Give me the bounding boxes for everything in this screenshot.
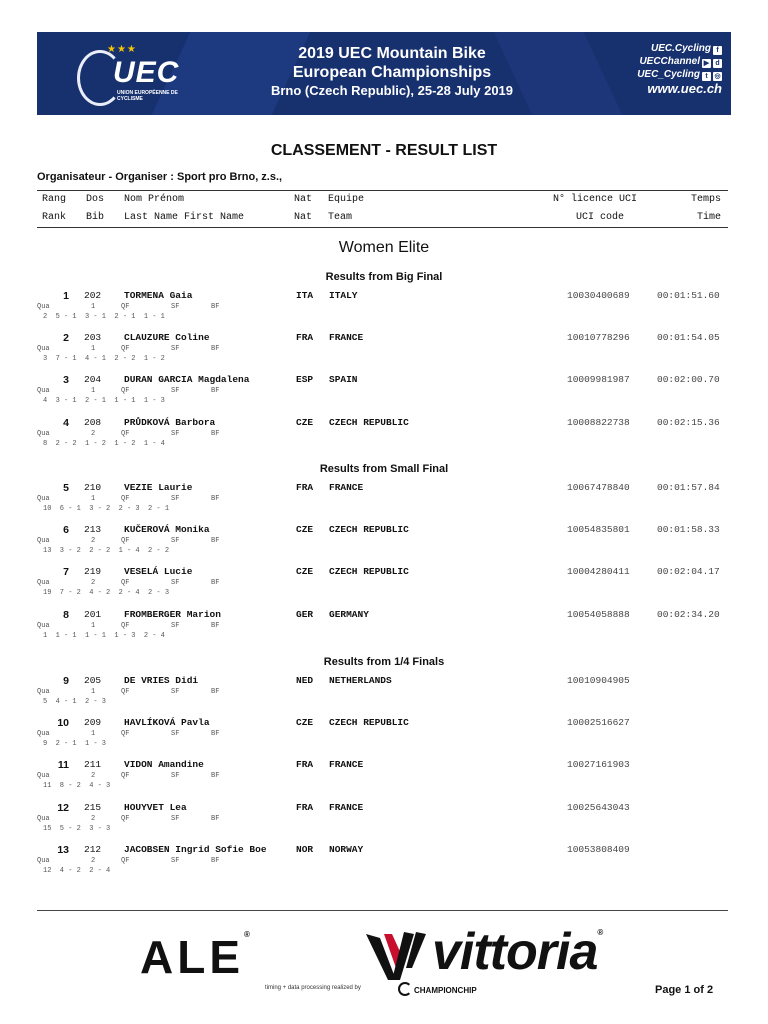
rounds-header — [91, 302, 231, 312]
rider-name: VIDON Amandine — [124, 759, 204, 771]
qualification-label: Qua — [37, 345, 50, 354]
team-name: CZECH REPUBLIC — [329, 566, 409, 578]
qualification-heat: 1 — [91, 688, 96, 696]
rounds-header — [91, 494, 231, 504]
section-title: Results from Small Final — [319, 463, 449, 475]
round-label-sf: SF — [171, 495, 180, 503]
qualification-label: Qua — [37, 537, 50, 546]
rank: 9 — [63, 675, 69, 687]
nationality: CZE — [296, 524, 314, 536]
round-label-qf: QF — [121, 303, 130, 311]
instagram-icon[interactable]: ◎ — [714, 73, 721, 80]
team-name: CZECH REPUBLIC — [329, 717, 409, 729]
rank: 13 — [57, 843, 69, 856]
result-row — [0, 844, 768, 884]
qualification-label: Qua — [37, 579, 50, 588]
bib: 213 — [84, 524, 102, 536]
rank: 10 — [57, 717, 69, 730]
rider-name: FROMBERGER Marion — [124, 608, 221, 620]
header-nom: Nom Prénom — [124, 194, 185, 205]
rounds-header — [91, 386, 231, 396]
rank: 8 — [63, 608, 69, 621]
banner-title-line1: 2019 UEC Mountain Bike — [298, 45, 486, 62]
ale-logo-text: ALE — [140, 931, 244, 983]
result-row — [0, 675, 768, 715]
logo-word: UEC — [113, 56, 180, 89]
rank: 1 — [63, 290, 69, 302]
qualification-heat: 2 — [91, 537, 96, 546]
social-cycling[interactable]: UEC.Cycling — [650, 43, 711, 54]
round-label-sf: SF — [171, 345, 180, 354]
ale-registered-mark: ® — [244, 930, 250, 939]
team-name: ITALY — [329, 290, 358, 301]
nationality: FRA — [296, 332, 314, 344]
round-label-qf: QF — [121, 772, 130, 781]
round-positions: 2 5 - 1 3 - 1 2 - 1 1 - 1 — [43, 313, 165, 321]
finish-time: 00:02:04.17 — [657, 566, 720, 578]
result-row — [0, 417, 768, 457]
bib: 212 — [84, 843, 102, 855]
round-label-qf: QF — [121, 688, 130, 696]
bib: 208 — [84, 416, 102, 428]
logo-subtitle: UNION EUROPÉENNE DE CYCLISME — [117, 90, 178, 102]
social-channel[interactable]: UECChannel — [639, 56, 700, 67]
bib: 211 — [84, 759, 102, 771]
rank: 5 — [63, 482, 69, 494]
bib: 204 — [84, 374, 102, 386]
team-name: FRANCE — [329, 759, 364, 771]
nationality: CZE — [296, 566, 314, 578]
facebook-icon[interactable]: f — [713, 46, 722, 55]
round-label-sf: SF — [171, 579, 180, 588]
nationality: NOR — [296, 843, 314, 855]
header-time: Time — [697, 212, 722, 223]
team-name: NETHERLANDS — [329, 675, 392, 686]
round-label-qf: QF — [121, 814, 130, 823]
round-label-qf: QF — [121, 621, 130, 630]
qualification-heat: 1 — [91, 730, 96, 739]
rank: 2 — [63, 332, 69, 345]
round-positions: 1 1 - 1 1 - 1 1 - 3 2 - 4 — [43, 631, 165, 640]
timing-credit: timing + data processing realized by — [265, 985, 361, 991]
finish-time: 00:02:00.70 — [657, 374, 720, 386]
qualification-heat: 1 — [91, 387, 96, 396]
result-row — [0, 759, 768, 799]
header-equipe: Equipe — [328, 194, 365, 205]
twitter-icon[interactable]: t — [702, 72, 711, 81]
rounds-header — [91, 578, 231, 588]
qualification-label: Qua — [37, 495, 50, 503]
round-label-bf: BF — [211, 345, 220, 354]
page-number: Page 1 of 2 — [655, 984, 714, 996]
result-row — [0, 524, 768, 564]
qualification-label: Qua — [37, 429, 50, 438]
qualification-label: Qua — [37, 303, 50, 311]
result-row — [0, 566, 768, 606]
round-label-sf: SF — [171, 688, 180, 696]
rider-name: VEZIE Laurie — [124, 482, 193, 493]
nationality: NED — [296, 675, 314, 686]
round-positions: 12 4 - 2 2 - 4 — [43, 866, 111, 875]
round-label-sf: SF — [171, 730, 180, 739]
rounds-header — [91, 536, 231, 546]
round-positions: 13 3 - 2 2 - 2 1 - 4 2 - 2 — [43, 547, 170, 556]
rider-name: DURAN GARCIA Magdalena — [124, 374, 250, 386]
round-label-sf: SF — [171, 772, 180, 781]
header-team: Team — [328, 212, 353, 223]
banner-title — [227, 44, 557, 100]
round-label-bf: BF — [211, 387, 220, 396]
round-label-qf: QF — [121, 429, 130, 438]
championchip-icon — [398, 982, 412, 996]
team-name: FRANCE — [329, 482, 364, 493]
rounds-header — [91, 856, 231, 866]
qualification-label: Qua — [37, 688, 50, 696]
organiser: Organisateur - Organiser : Sport pro Brno, z.s., — [37, 171, 283, 183]
rank: 7 — [63, 566, 69, 579]
tiktok-icon[interactable]: d — [713, 59, 722, 68]
round-label-bf: BF — [211, 429, 220, 438]
vittoria-logo-text: vittoria — [432, 923, 598, 981]
qualification-heat: 1 — [91, 621, 96, 630]
vittoria-registered-mark: ® — [597, 928, 603, 937]
nationality: ESP — [296, 374, 314, 386]
round-label-bf: BF — [211, 621, 220, 630]
website-link[interactable]: www.uec.ch — [647, 81, 722, 96]
banner-title-line2: European Championships — [292, 64, 492, 81]
social-twitter[interactable]: UEC_Cycling — [637, 69, 700, 80]
uci-licence: 10054835801 — [567, 524, 630, 536]
championchip-text: CHAMPIONCHIP — [414, 986, 477, 995]
vittoria-mark-icon — [362, 928, 432, 983]
bib: 205 — [84, 675, 102, 686]
rounds-header — [91, 429, 231, 439]
rank: 12 — [57, 801, 69, 814]
round-positions: 4 3 - 1 2 - 1 1 - 1 1 - 3 — [43, 397, 165, 406]
rider-name: CLAUZURE Coline — [124, 332, 210, 344]
qualification-label: Qua — [37, 621, 50, 630]
social-links — [602, 42, 722, 97]
uci-licence: 10025643043 — [567, 801, 630, 813]
bib: 201 — [84, 608, 102, 620]
bib: 215 — [84, 801, 102, 813]
uci-licence: 10010778296 — [567, 332, 630, 344]
header-uci-code: UCI code — [576, 212, 625, 223]
header-nat: Nat — [294, 194, 313, 205]
round-label-bf: BF — [211, 579, 220, 588]
round-label-bf: BF — [211, 730, 220, 739]
round-label-qf: QF — [121, 856, 130, 865]
round-label-qf: QF — [121, 495, 130, 503]
header-nat-en: Nat — [294, 212, 313, 223]
section-title: Results from 1/4 Finals — [323, 656, 445, 668]
uci-licence: 10067478840 — [567, 482, 630, 493]
rider-name: DE VRIES Didi — [124, 675, 199, 686]
finish-time: 00:02:34.20 — [657, 608, 720, 620]
header-divider-top — [37, 190, 728, 191]
bib: 219 — [84, 566, 102, 578]
race-category: Women Elite — [338, 239, 430, 256]
qualification-heat: 2 — [91, 814, 96, 823]
championchip-logo — [398, 982, 477, 996]
vittoria-logo — [432, 922, 602, 982]
qualification-heat: 1 — [91, 345, 96, 354]
round-label-bf: BF — [211, 814, 220, 823]
team-name: CZECH REPUBLIC — [329, 416, 409, 428]
team-name: SPAIN — [329, 374, 358, 386]
rounds-header — [91, 687, 231, 697]
rider-name: HAVLÍKOVÁ Pavla — [124, 717, 210, 729]
nationality: FRA — [296, 801, 314, 813]
round-label-qf: QF — [121, 579, 130, 588]
uci-licence: 10002516627 — [567, 717, 630, 729]
round-label-sf: SF — [171, 814, 180, 823]
header-lastname: Last Name First Name — [124, 212, 245, 223]
rider-name: TORMENA Gaia — [124, 290, 193, 301]
uci-licence: 10008822738 — [567, 416, 630, 428]
round-label-bf: BF — [211, 856, 220, 865]
finish-time: 00:01:57.84 — [657, 482, 720, 493]
qualification-label: Qua — [37, 856, 50, 865]
uci-licence: 10053808409 — [567, 843, 630, 855]
footer-divider — [37, 910, 728, 911]
result-row — [0, 609, 768, 649]
header-temps: Temps — [691, 194, 722, 205]
round-label-sf: SF — [171, 387, 180, 396]
rounds-header — [91, 344, 231, 354]
team-name: FRANCE — [329, 801, 364, 813]
nationality: CZE — [296, 416, 314, 428]
nationality: FRA — [296, 759, 314, 771]
rider-name: KUČEROVÁ Monika — [124, 524, 210, 536]
round-label-sf: SF — [171, 537, 180, 546]
rounds-header — [91, 814, 231, 824]
logo-stars-icon: ★★★ — [107, 44, 137, 55]
rank: 3 — [63, 374, 69, 387]
uci-licence: 10027161903 — [567, 759, 630, 771]
round-label-qf: QF — [121, 345, 130, 354]
header-banner — [37, 32, 731, 115]
uci-licence: 10004280411 — [567, 566, 630, 578]
qualification-heat: 1 — [91, 495, 96, 503]
qualification-label: Qua — [37, 730, 50, 739]
rounds-header — [91, 729, 231, 739]
finish-time: 00:02:15.36 — [657, 416, 720, 428]
header-licence: N° licence UCI — [553, 194, 638, 205]
youtube-icon[interactable]: ▶ — [703, 60, 710, 67]
team-name: GERMANY — [329, 608, 369, 620]
round-positions: 3 7 - 1 4 - 1 2 - 2 1 - 2 — [43, 355, 165, 364]
team-name: CZECH REPUBLIC — [329, 524, 409, 536]
qualification-label: Qua — [37, 387, 50, 396]
qualification-heat: 2 — [91, 579, 96, 588]
round-label-bf: BF — [211, 303, 220, 311]
rider-name: HOUYVET Lea — [124, 801, 187, 813]
qualification-heat: 2 — [91, 772, 96, 781]
round-label-bf: BF — [211, 688, 220, 696]
bib: 210 — [84, 482, 102, 493]
result-row — [0, 717, 768, 757]
round-label-bf: BF — [211, 772, 220, 781]
round-label-sf: SF — [171, 856, 180, 865]
round-label-qf: QF — [121, 537, 130, 546]
section-title: Results from Big Final — [325, 271, 443, 283]
qualification-heat: 2 — [91, 856, 96, 865]
result-row — [0, 290, 768, 330]
rank: 6 — [63, 524, 69, 537]
round-positions: 10 6 - 1 3 - 2 2 - 3 2 - 1 — [43, 505, 170, 513]
rounds-header — [91, 621, 231, 631]
finish-time: 00:01:51.60 — [657, 290, 720, 301]
nationality: GER — [296, 608, 314, 620]
header-divider-bottom — [37, 227, 728, 228]
uci-licence: 10054058888 — [567, 608, 630, 620]
nationality: FRA — [296, 482, 314, 493]
rank: 11 — [57, 759, 69, 772]
uci-licence: 10009981987 — [567, 374, 630, 386]
qualification-heat: 2 — [91, 429, 96, 438]
rounds-header — [91, 771, 231, 781]
round-label-qf: QF — [121, 730, 130, 739]
round-label-sf: SF — [171, 621, 180, 630]
rider-name: VESELÁ Lucie — [124, 566, 193, 578]
ale-logo — [140, 930, 250, 984]
result-row — [0, 332, 768, 372]
bib: 202 — [84, 290, 102, 301]
uci-licence: 10030400689 — [567, 290, 630, 301]
round-positions: 9 2 - 1 1 - 3 — [43, 740, 107, 749]
header-rank: Rank — [42, 212, 67, 223]
qualification-label: Qua — [37, 772, 50, 781]
header-bib: Bib — [86, 212, 105, 223]
round-label-sf: SF — [171, 429, 180, 438]
header-rang: Rang — [42, 194, 67, 205]
rider-name: JACOBSEN Ingrid Sofie Boe — [124, 843, 267, 855]
round-label-bf: BF — [211, 537, 220, 546]
uec-logo — [77, 46, 187, 102]
result-row — [0, 802, 768, 842]
nationality: CZE — [296, 717, 314, 729]
team-name: NORWAY — [329, 843, 364, 855]
rank: 4 — [63, 416, 69, 429]
page-title: CLASSEMENT - RESULT LIST — [270, 142, 498, 159]
banner-title-line3: Brno (Czech Republic), 25-28 July 2019 — [270, 83, 514, 98]
header-dos: Dos — [86, 194, 105, 205]
uci-licence: 10010904905 — [567, 675, 630, 686]
result-row — [0, 374, 768, 414]
round-positions: 11 8 - 2 4 - 3 — [43, 782, 111, 791]
round-label-bf: BF — [211, 495, 220, 503]
round-positions: 8 2 - 2 1 - 2 1 - 2 1 - 4 — [43, 439, 165, 448]
team-name: FRANCE — [329, 332, 364, 344]
bib: 209 — [84, 717, 102, 729]
qualification-heat: 1 — [91, 303, 96, 311]
result-row — [0, 482, 768, 522]
qualification-label: Qua — [37, 814, 50, 823]
bib: 203 — [84, 332, 102, 344]
round-label-sf: SF — [171, 303, 180, 311]
round-positions: 19 7 - 2 4 - 2 2 - 4 2 - 3 — [43, 589, 170, 598]
nationality: ITA — [296, 290, 314, 301]
finish-time: 00:01:54.05 — [657, 332, 720, 344]
round-positions: 15 5 - 2 3 - 3 — [43, 824, 111, 833]
rider-name: PRŮDKOVÁ Barbora — [124, 416, 216, 428]
round-positions: 5 4 - 1 2 - 3 — [43, 698, 107, 706]
round-label-qf: QF — [121, 387, 130, 396]
finish-time: 00:01:58.33 — [657, 524, 720, 536]
